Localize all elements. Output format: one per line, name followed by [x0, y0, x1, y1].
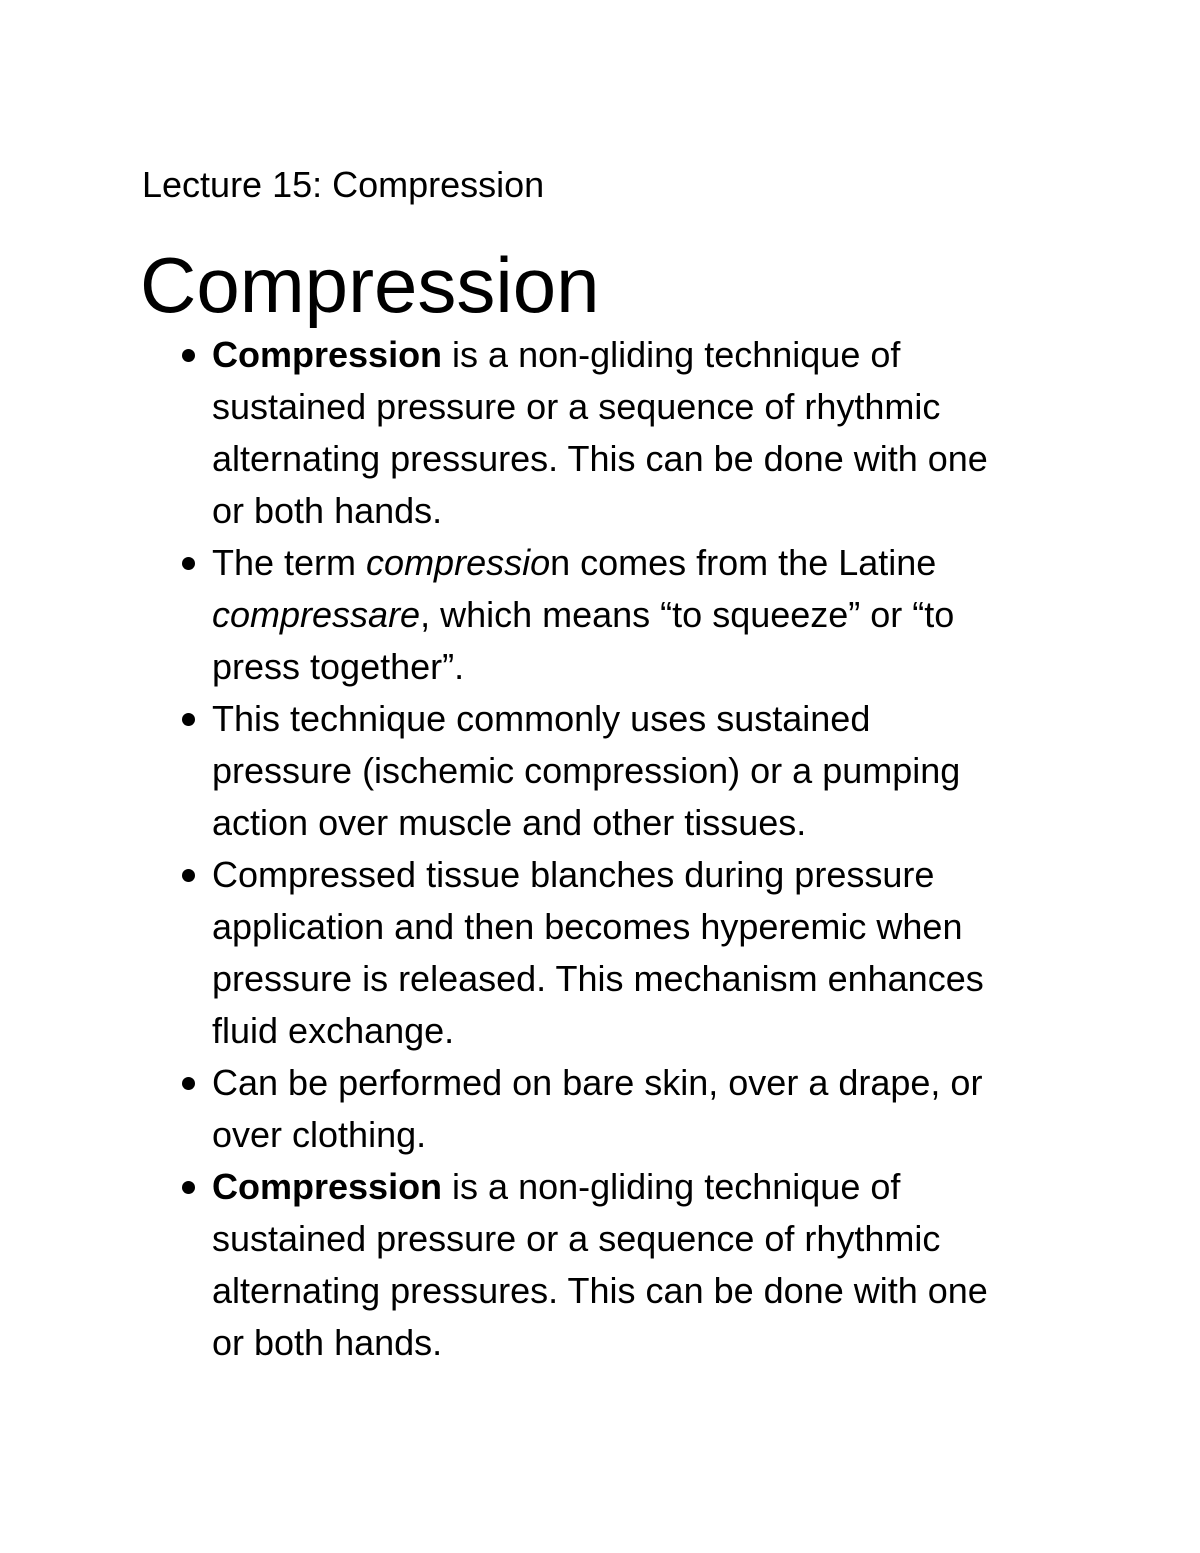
bullet-dot-icon — [182, 1077, 195, 1090]
section-heading: Compression — [140, 241, 600, 329]
bullet-list — [212, 329, 1112, 1369]
bullet-item — [212, 329, 1112, 537]
bullet-line: sustained pressure or a sequence of rhythmic — [212, 1218, 941, 1259]
bullet-item — [212, 1161, 1112, 1369]
bullet-line: compressare, which means “to squeeze” or “to — [212, 594, 955, 635]
bullet-item — [212, 849, 1112, 1057]
italic-term: compressio — [366, 542, 551, 583]
bullet-line: action over muscle and other tissues. — [212, 802, 807, 843]
italic-term: compressare — [212, 594, 421, 635]
bullet-dot-icon — [182, 713, 195, 726]
bullet-dot-icon — [182, 349, 195, 362]
bullet-line: Can be performed on bare skin, over a drape, or — [212, 1062, 983, 1103]
bullet-line: This technique commonly uses sustained — [212, 698, 871, 739]
bullet-line: The term compression comes from the Latine — [212, 542, 937, 583]
bullet-line: press together”. — [212, 646, 465, 687]
bullet-item — [212, 537, 1112, 693]
bullet-dot-icon — [182, 869, 195, 882]
bullet-line: sustained pressure or a sequence of rhythmic — [212, 386, 941, 427]
bullet-line: pressure (ischemic compression) or a pumping — [212, 750, 961, 791]
document-title: Lecture 15: Compression — [142, 164, 545, 205]
bullet-line: fluid exchange. — [212, 1010, 455, 1051]
bullet-item — [212, 1057, 1112, 1161]
bold-term: Compression — [212, 1166, 443, 1207]
bullet-line: Compressed tissue blanches during pressure — [212, 854, 935, 895]
bullet-line: over clothing. — [212, 1114, 427, 1155]
bullet-line: pressure is released. This mechanism enhances — [212, 958, 984, 999]
bullet-dot-icon — [182, 557, 195, 570]
bullet-item — [212, 693, 1112, 849]
bullet-dot-icon — [182, 1181, 195, 1194]
bullet-line: alternating pressures. This can be done with one — [212, 1270, 988, 1311]
bullet-line: or both hands. — [212, 1322, 443, 1363]
bullet-line: Compression is a non-gliding technique of — [212, 334, 901, 375]
bullet-line: alternating pressures. This can be done with one — [212, 438, 988, 479]
bullet-line: Compression is a non-gliding technique of — [212, 1166, 901, 1207]
bullet-line: or both hands. — [212, 490, 443, 531]
bold-term: Compression — [212, 334, 443, 375]
bullet-line: application and then becomes hyperemic when — [212, 906, 963, 947]
